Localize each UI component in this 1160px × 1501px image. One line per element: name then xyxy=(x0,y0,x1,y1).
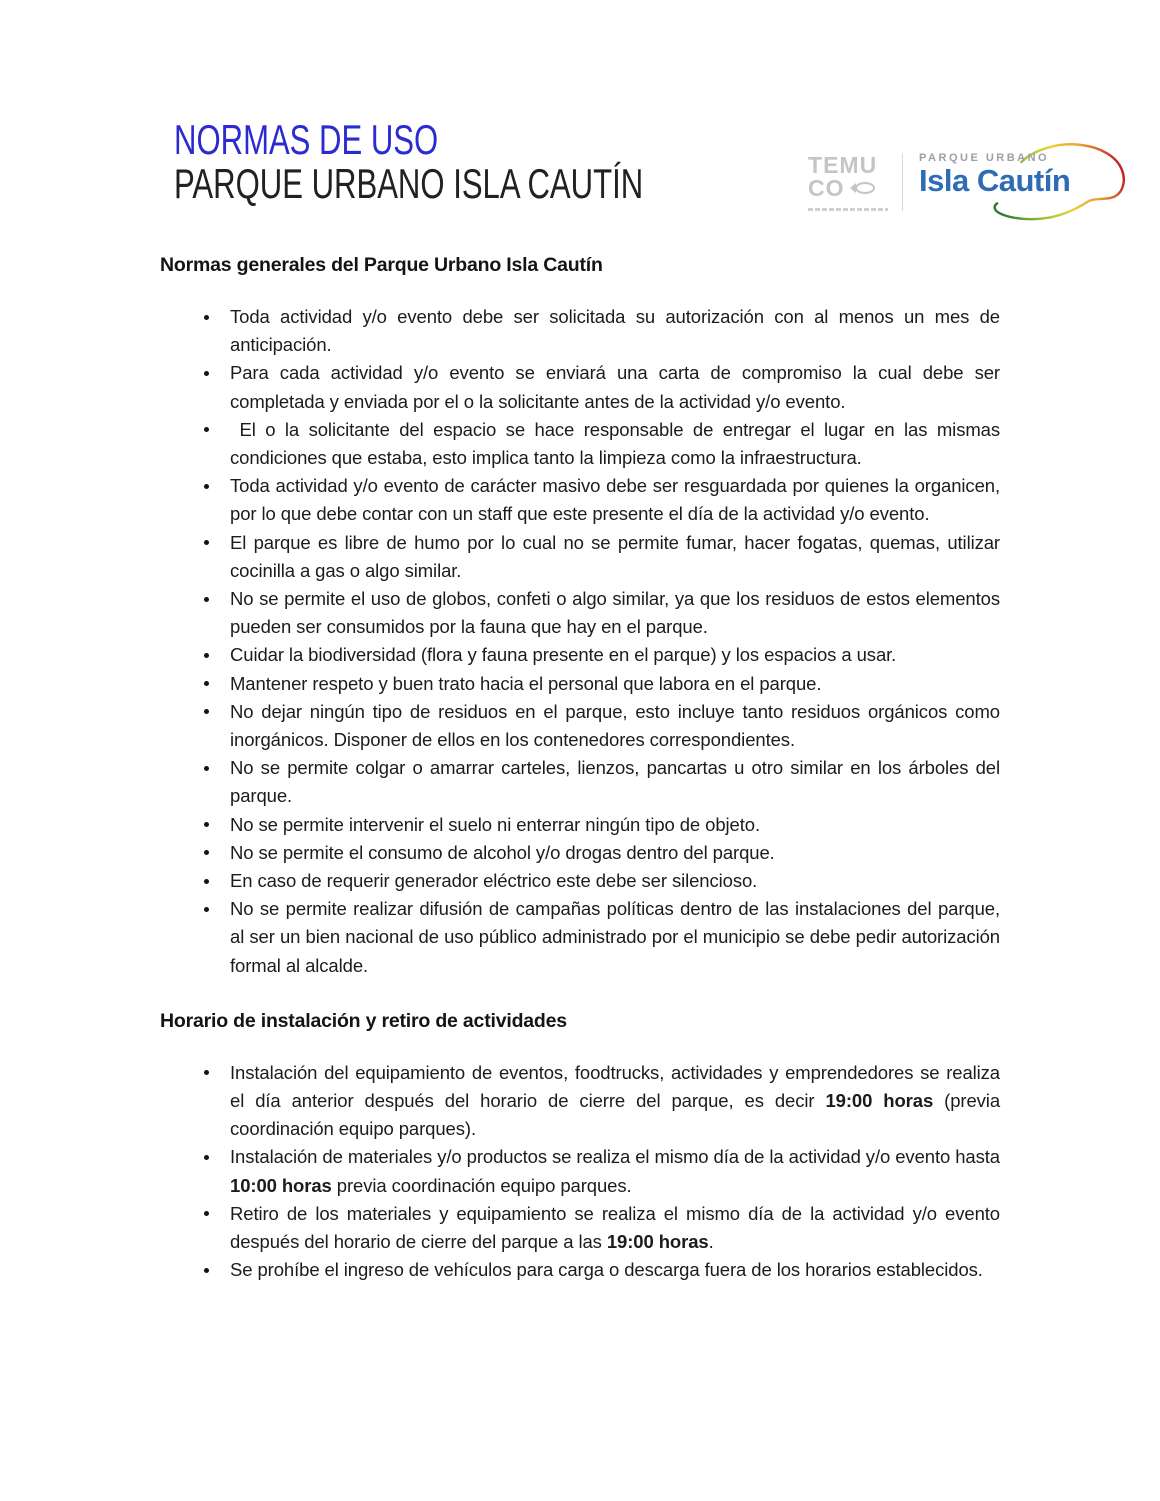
temuco-logo-line1: TEMU xyxy=(808,151,878,178)
document-body xyxy=(160,254,1000,1285)
bullet-item: No dejar ningún tipo de residuos en el parque, esto incluye tanto residuos orgánicos como inorgánicos. Disponer de ellos en los contenedores correspondientes. xyxy=(160,698,1000,754)
isla-cautin-brand xyxy=(919,136,1124,228)
bullet-item: En caso de requerir generador eléctrico este debe ser silencioso. xyxy=(160,867,1000,895)
bullet-item: Retiro de los materiales y equipamiento se realiza el mismo día de la actividad y/o evento después del horario de cierre del parque a las 19:00 horas. xyxy=(160,1200,1000,1256)
temuco-slogan-placeholder xyxy=(808,208,888,211)
bullet-item: El parque es libre de humo por lo cual no se permite fumar, hacer fogatas, quemas, utilizar cocinilla a gas o algo similar. xyxy=(160,529,1000,585)
park-logo xyxy=(808,136,1124,228)
bullet-item: No se permite el uso de globos, confeti o algo similar, ya que los residuos de estos elementos pueden ser consumidos por la fauna que hay en el parque. xyxy=(160,585,1000,641)
fish-icon xyxy=(848,181,878,195)
bullet-item: No se permite colgar o amarrar carteles, lienzos, pancartas u otro similar en los árboles del parque. xyxy=(160,754,1000,810)
bullet-item: Cuidar la biodiversidad (flora y fauna presente en el parque) y los espacios a usar. xyxy=(160,641,1000,669)
temuco-municipality-logo xyxy=(808,151,902,211)
temuco-logo-line2: CO xyxy=(808,177,888,200)
bullet-list xyxy=(160,1059,1000,1285)
document-header xyxy=(160,116,1071,228)
bullet-item: Toda actividad y/o evento de carácter masivo debe ser resguardada por quienes la organicen, por lo que debe contar con un staff que este presente el día de la actividad y/o evento. xyxy=(160,472,1000,528)
bullet-item: Instalación del equipamiento de eventos, foodtrucks, actividades y emprendedores se realiza el día anterior después del horario de cierre del parque, es decir 19:00 horas (previa coordinación equipo parques). xyxy=(160,1059,1000,1144)
document-title: NORMAS DE USO xyxy=(174,116,439,163)
bullet-item: El o la solicitante del espacio se hace responsable de entregar el lugar en las mismas condiciones que estaba, esto implica tanto la limpieza como la infraestructura. xyxy=(160,416,1000,472)
bullet-item: Para cada actividad y/o evento se enviará una carta de compromiso la cual debe ser completada y enviada por el o la solicitante antes de la actividad y/o evento. xyxy=(160,359,1000,415)
bullet-item: No se permite intervenir el suelo ni enterrar ningún tipo de objeto. xyxy=(160,811,1000,839)
bullet-item: No se permite realizar difusión de campañas políticas dentro de las instalaciones del parque, al ser un bien nacional de uso público administrado por el municipio se debe pedir autorización formal al alcalde. xyxy=(160,895,1000,980)
park-label: PARQUE URBANO xyxy=(919,152,1050,164)
section-heading: Normas generales del Parque Urbano Isla Cautín xyxy=(160,254,603,276)
park-name: Isla Cautín xyxy=(919,163,1071,198)
bullet-list xyxy=(160,303,1000,980)
bullet-item: Mantener respeto y buen trato hacia el personal que labora en el parque. xyxy=(160,670,1000,698)
bullet-item: Se prohíbe el ingreso de vehículos para carga o descarga fuera de los horarios establecidos. xyxy=(160,1256,1000,1284)
bullet-item: Instalación de materiales y/o productos se realiza el mismo día de la actividad y/o evento hasta 10:00 horas previa coordinación equipo parques. xyxy=(160,1143,1000,1199)
section-heading: Horario de instalación y retiro de actividades xyxy=(160,1009,567,1032)
document-subtitle: PARQUE URBANO ISLA CAUTÍN xyxy=(174,160,644,207)
logo-divider xyxy=(902,153,903,211)
brand-text xyxy=(919,136,1124,198)
bullet-item: Toda actividad y/o evento debe ser solicitada su autorización con al menos un mes de anticipación. xyxy=(160,303,1000,359)
bullet-item: No se permite el consumo de alcohol y/o drogas dentro del parque. xyxy=(160,839,1000,867)
title-block xyxy=(174,118,808,206)
